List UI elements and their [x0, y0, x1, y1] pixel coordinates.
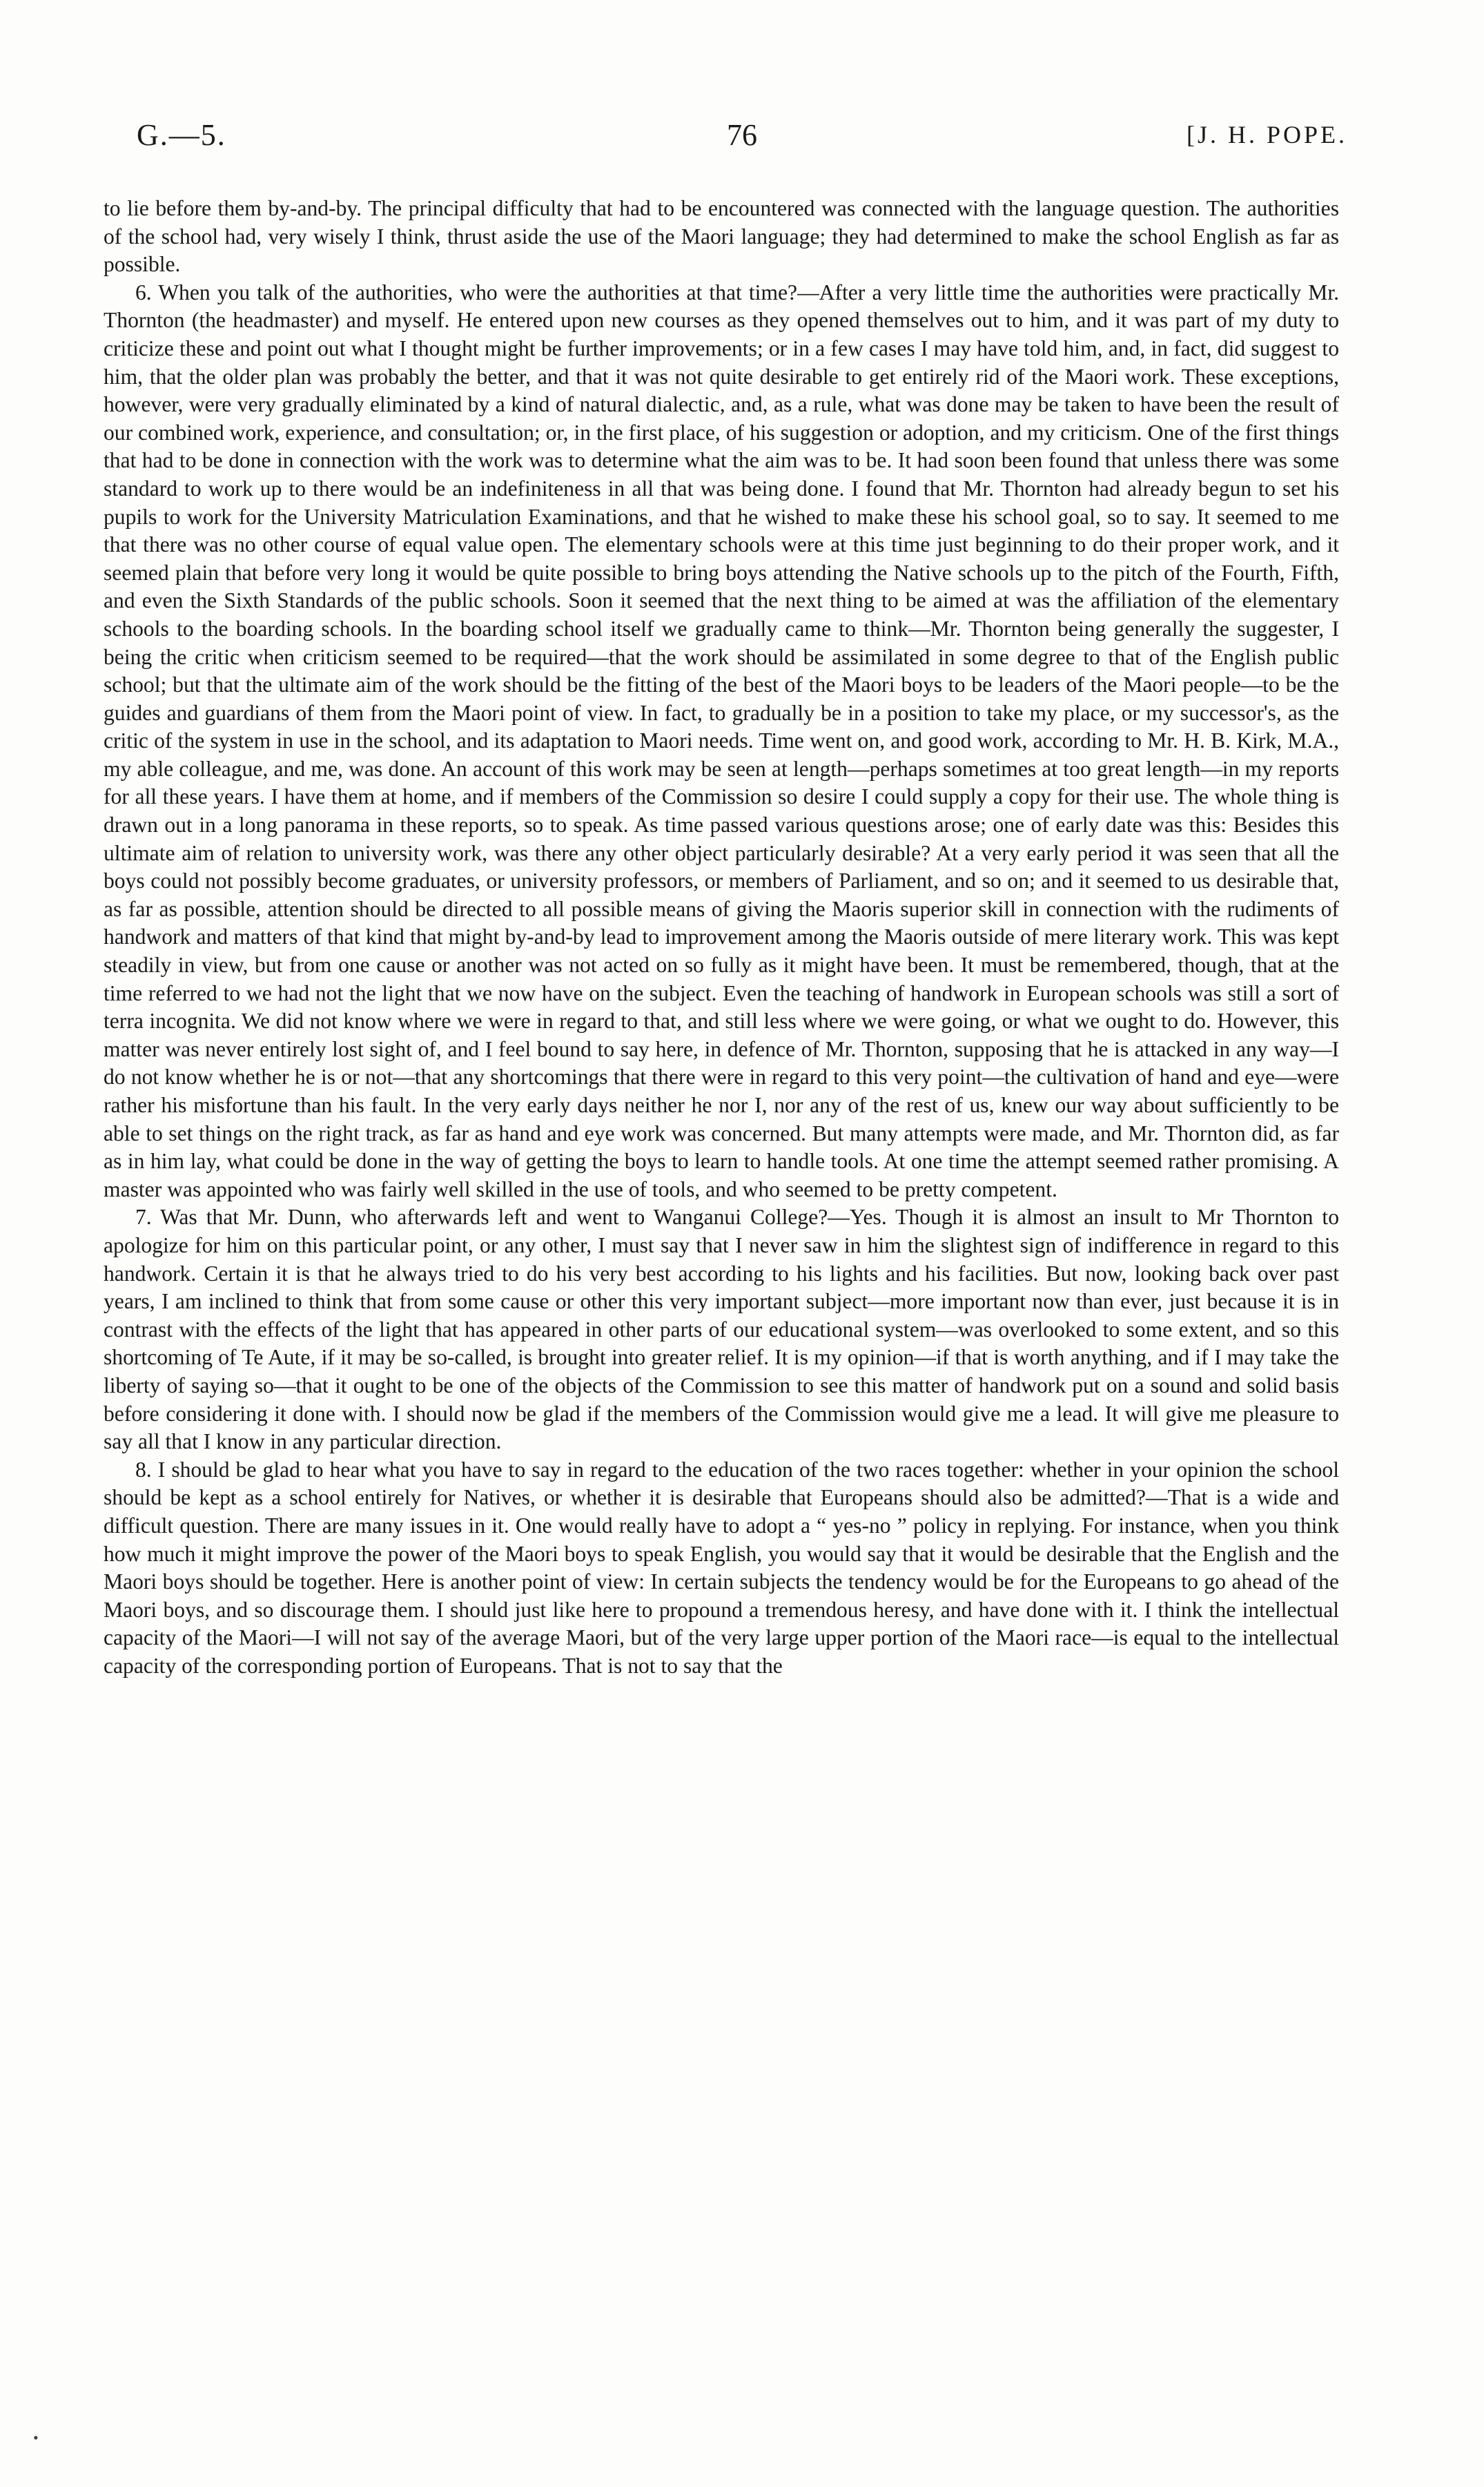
- paragraph-question-8: 8. I should be glad to hear what you have to say in regard to the education of the two races together: whether in your opinion the school should be kept as a school entirely for Natives, or whether it is desirable that Europeans should also be admitted?—That is a wide and difficult question. There are many issues in it. One would really have to adopt a “ yes-no ” policy in replying. For instance, when you think how much it might improve the power of the Maori boys to speak English, you would say that it would be desirable that the English and the Maori boys should be together. Here is another point of view: In certain subjects the tendency would be for the Europeans to go ahead of the Maori boys, and so discourage them. I should just like here to propound a tremendous heresy, and have done with it. I think the intellectual capacity of the Maori—I will not say of the average Maori, but of the very large upper portion of the Maori race—is equal to the intellectual capacity of the corresponding portion of Europeans. That is not to say that the: [104, 1457, 1339, 1678]
- paragraph-continuation: to lie before them by-and-by. The principal difficulty that had to be encountered was connected with the language question. The authorities of the school had, very wisely I think, thrust aside the use of the Maori language; they had determined to make the school English as far as possible.: [104, 196, 1339, 277]
- witness-name: [J. H. POPE.: [1186, 121, 1347, 148]
- body-text: [104, 195, 1339, 1680]
- margin-mark: •: [33, 2429, 39, 2446]
- series-number: G.—5.: [137, 118, 226, 152]
- page-header: [137, 117, 1347, 166]
- page-number: 76: [727, 118, 757, 152]
- paragraph-question-7: 7. Was that Mr. Dunn, who afterwards left and went to Wanganui College?—Yes. Though it is almost an insult to Mr Thornton to apologize for him on this particular point, or any other, I must say that I never saw in him the slightest sign of indifference in regard to this handwork. Certain it is that he always tried to do his very best according to his lights and his facilities. But now, looking back over past years, I am inclined to think that from some cause or other this very important subject—more important now than ever, just because it is in contrast with the effects of the light that has appeared in other parts of our educational system—was overlooked to some extent, and so this shortcoming of Te Aute, if it may be so-called, is brought into greater relief. It is my opinion—if that is worth anything, and if I may take the liberty of saying so—that it ought to be one of the objects of the Commission to see this matter of handwork put on a sound and solid basis before considering it done with. I should now be glad if the members of the Commission would give me a lead. It will give me pleasure to say all that I know in any particular direction.: [104, 1205, 1339, 1454]
- paragraph-question-6: 6. When you talk of the authorities, who were the authorities at that time?—After a very little time the authorities were practically Mr. Thornton (the headmaster) and myself. He entered upon new courses as they opened themselves out to him, and it was part of my duty to criticize these and point out what I thought might be further improvements; or in a few cases I may have told him, and, in fact, did suggest to him, that the older plan was probably the better, and that it was not quite desirable to get entirely rid of the Maori work. These exceptions, however, were very gradually eliminated by a kind of natural dialectic, and, as a rule, what was done may be taken to have been the result of our combined work, experience, and consultation; or, in the first place, of his suggestion or adoption, and my criticism. One of the first things that had to be done in connection with the work was to determine what the aim was to be. It had soon been found that unless there was some standard to work up to there would be an indefiniteness in all that was being done. I found that Mr. Thornton had already begun to set his pupils to work for the University Matriculation Examinations, and that he wished to make these his school goal, so to say. It seemed to me that there was no other course of equal value open. The elementary schools were at this time just beginning to do their proper work, and it seemed plain that before very long it would be quite possible to bring boys attending the Native schools up to the pitch of the Fourth, Fifth, and even the Sixth Standards of the public schools. Soon it seemed that the next thing to be aimed at was the affiliation of the elementary schools to the boarding schools. In the boarding school itself we gradually came to think—Mr. Thornton being generally the suggester, I being the critic when criticism seemed to be required—that the work should be assimilated in some degree to that of the English public school; but that the ultimate aim of the work should be the fitting of the best of the Maori boys to be leaders of the Maori people—to be the guides and guardians of them from the Maori point of view. In fact, to gradually be in a position to take my place, or my successor's, as the critic of the system in use in the school, and its adaptation to Maori needs. Time went on, and good work, according to Mr. H. B. Kirk, M.A., my able colleague, and me, was done. An account of this work may be seen at length—perhaps sometimes at too great length—in my reports for all these years. I have them at home, and if members of the Commission so desire I could supply a copy for their use. The whole thing is drawn out in a long panorama in these reports, so to speak. As time passed various questions arose; one of early date was this: Besides this ultimate aim of relation to university work, was there any other object particularly desirable? At a very early period it was seen that all the boys could not possibly become graduates, or university professors, or members of Parliament, and so on; and it seemed to us desirable that, as far as possible, attention should be directed to all possible means of giving the Maoris superior skill in connection with the rudiments of handwork and matters of that kind that might by-and-by lead to improvement among the Maoris outside of mere literary work. This was kept steadily in view, but from one cause or another was not acted on so fully as it might have been. It must be remembered, though, that at the time referred to we had not the light that we now have on the subject. Even the teaching of handwork in European schools was still a sort of terra incognita. We did not know where we were in regard to that, and still less where we were going, or what we ought to do. However, this matter was never entirely lost sight of, and I feel bound to say here, in defence of Mr. Thornton, supposing that he is attacked in any way—I do not know whether he is or not—that any shortcomings that there were in regard to this very point—the cultivation of hand and eye—were rather his misfortune than his fault. In the very early days neither he nor I, nor any of the rest of us, knew our way about sufficiently to be able to set things on the right track, as far as hand and eye work was concerned. But many attempts were made, and Mr. Thornton did, as far as in him lay, what could be done in the way of getting the boys to learn to handle tools. At one time the attempt seemed rather promising. A master was appointed who was fairly well skilled in the use of tools, and who seemed to be pretty competent.: [104, 280, 1339, 1201]
